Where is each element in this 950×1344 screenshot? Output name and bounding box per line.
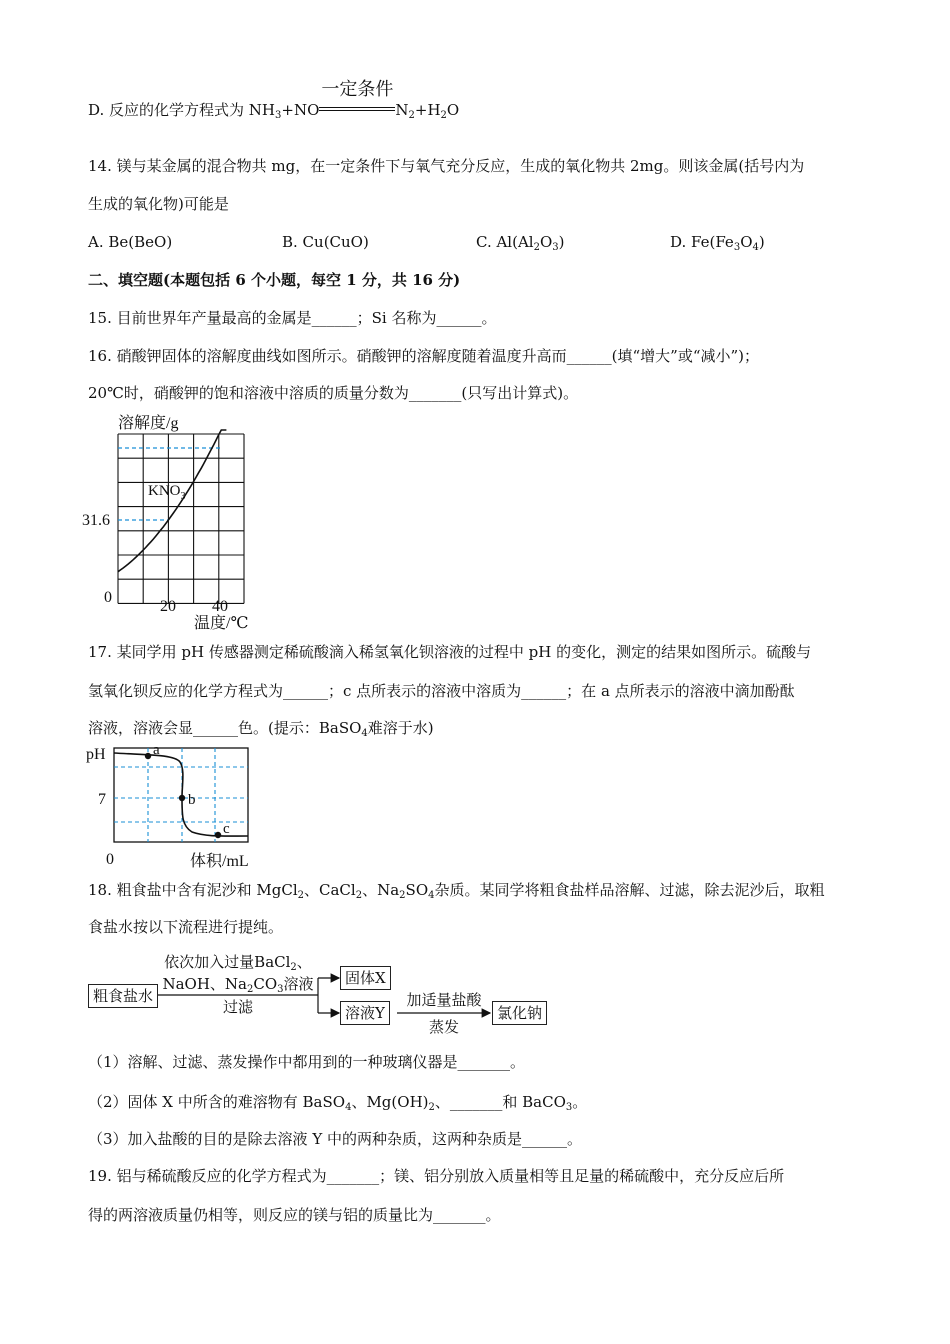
text: KNO — [148, 483, 181, 499]
subscript: 2 — [533, 242, 540, 253]
text: N — [395, 101, 409, 119]
solution-y-box: 溶液Y — [340, 1001, 390, 1025]
text: C. Al(Al — [476, 233, 534, 251]
step1-line3: 过滤 — [222, 998, 253, 1016]
point-label-c: c — [223, 821, 230, 837]
reaction-condition-arrow — [319, 79, 395, 120]
text: 18. 粗食盐中含有泥沙和 MgCl — [88, 881, 298, 899]
text: ) — [758, 233, 765, 251]
q16-line1: 16. 硝酸钾固体的溶解度曲线如图所示。硝酸钾的溶解度随着温度升高而______(填“增大”或“减小”)； — [88, 347, 760, 365]
q18-sub3: （3）加入盐酸的目的是除去溶液 Y 中的两种杂质，这两种杂质是______。 — [88, 1130, 582, 1148]
q14-line2: 生成的氧化物)可能是 — [88, 195, 229, 213]
subscript: 3 — [733, 242, 741, 253]
x-axis-label: 温度/℃ — [194, 615, 249, 632]
subscript: 4 — [752, 242, 759, 253]
text: 杂质。某同学将粗食盐样品溶解、过滤，除去泥沙后，取粗 — [434, 881, 825, 899]
q17-line3 — [88, 718, 434, 744]
y-axis-label: 溶解度/g — [118, 415, 179, 432]
text: 。 — [572, 1093, 588, 1111]
x-tick-20: 20 — [160, 598, 176, 615]
subscript: 3 — [552, 242, 559, 253]
text: D. Fe(Fe — [670, 233, 734, 251]
subscript: 4 — [361, 728, 368, 739]
sodium-chloride-box: 氯化钠 — [492, 1001, 547, 1025]
subscript: 3 — [565, 1102, 573, 1113]
purification-flow-diagram — [86, 950, 556, 1040]
point-label-b: b — [188, 792, 196, 808]
q16-line2: 20℃时，硝酸钾的饱和溶液中溶质的质量分数为_______(只写出计算式)。 — [88, 384, 579, 402]
origin-label: 0 — [106, 851, 114, 868]
kno3-curve — [118, 430, 226, 572]
q14-option-d — [670, 232, 765, 258]
point-label-a: a — [153, 742, 160, 758]
crude-brine-box: 粗食盐水 — [88, 984, 158, 1008]
text: CO — [253, 975, 278, 993]
text: 、Mg(OH) — [351, 1093, 429, 1111]
text: 溶液 — [283, 975, 314, 993]
solubility-chart — [80, 408, 280, 634]
text: 、Na — [362, 881, 400, 899]
subscript: 2 — [440, 110, 447, 121]
text: 、CaCl — [304, 881, 356, 899]
q13-option-d — [88, 79, 460, 126]
subscript: 3 — [180, 491, 186, 502]
text: 、_______和 BaCO — [434, 1093, 566, 1111]
text: NaOH、Na — [162, 975, 247, 993]
q18-sub1: （1）溶解、过滤、蒸发操作中都用到的一种玻璃仪器是_______。 — [88, 1053, 526, 1071]
ph-chart — [84, 742, 264, 872]
text: O — [539, 233, 553, 251]
equals-sign — [319, 107, 395, 108]
q19-line2: 得的两溶液质量仍相等，则反应的镁与铝的质量比为_______。 — [88, 1206, 501, 1224]
point-c — [215, 832, 221, 838]
text: 溶液，溶液会显______色。(提示：BaSO — [88, 719, 362, 737]
x-tick-40: 40 — [212, 598, 228, 615]
q18-line1 — [88, 880, 825, 906]
text: （2）固体 X 中所含的难溶物有 BaSO — [88, 1093, 346, 1111]
section-title: 二、填空题(本题包括 6 个小题，每空 1 分，共 16 分) — [88, 271, 461, 289]
chart-points — [145, 742, 230, 838]
reaction-condition: 一定条件 — [321, 79, 394, 100]
subscript: 4 — [345, 1102, 352, 1113]
text: +H — [414, 101, 441, 119]
text: +NO — [281, 101, 320, 119]
subscript: 3 — [277, 984, 284, 995]
q15-text: 15. 目前世界年产量最高的金属是______；Si 名称为______。 — [88, 309, 497, 327]
series-label — [148, 483, 186, 502]
subscript: 2 — [290, 962, 297, 973]
q17-line2: 氢氧化钡反应的化学方程式为______；c 点所表示的溶液中溶质为______；在 a 点所表示的溶液中滴加酚酞 — [88, 682, 795, 700]
q19-line1: 19. 铝与稀硫酸反应的化学方程式为_______；镁、铝分别放入质量相等且足量的稀硫酸中，充分反应后所 — [88, 1167, 785, 1185]
subscript: 2 — [297, 890, 305, 901]
text: O — [740, 233, 753, 251]
subscript: 2 — [428, 1102, 435, 1113]
subscript: 4 — [428, 890, 435, 901]
subscript: 2 — [408, 110, 415, 121]
x-axis-label: 体积/mL — [190, 853, 249, 870]
y-tick-0: 0 — [104, 589, 112, 606]
q14-option-c — [476, 232, 565, 258]
equals-sign — [319, 110, 395, 111]
step2-line1: 加适量盐酸 — [406, 991, 482, 1009]
point-a — [145, 753, 151, 759]
text: 难溶于水) — [367, 719, 434, 737]
subscript: 2 — [246, 984, 254, 995]
step2-line2: 蒸发 — [428, 1018, 459, 1036]
subscript: 2 — [399, 890, 406, 901]
point-b — [179, 795, 185, 801]
text: D. 反应的化学方程式为 NH — [88, 101, 276, 119]
solid-x-box: 固体X — [340, 966, 391, 990]
q18-sub2 — [88, 1092, 587, 1118]
q14-option-a: A. Be(BeO) — [88, 233, 173, 251]
text: ) — [558, 233, 565, 251]
q18-line2: 食盐水按以下流程进行提纯。 — [88, 918, 284, 936]
text: 、 — [296, 953, 312, 971]
y-axis-label: pH — [86, 746, 106, 763]
subscript: 2 — [355, 890, 363, 901]
chart-grid — [118, 434, 244, 603]
y-tick-31-6: 31.6 — [82, 512, 110, 529]
q17-line1: 17. 某同学用 pH 传感器测定稀硫酸滴入稀氢氧化钡溶液的过程中 pH 的变化，测定的结果如图所示。硫酸与 — [88, 643, 812, 661]
text: O — [446, 101, 460, 119]
subscript: 3 — [275, 110, 282, 121]
q14-line1: 14. 镁与某金属的混合物共 mg，在一定条件下与氧气充分反应，生成的氧化物共 2mg。则该金属(括号内为 — [88, 157, 805, 175]
text: 依次加入过量BaCl — [164, 953, 291, 971]
text: SO — [405, 881, 429, 899]
q14-option-b: B. Cu(CuO) — [282, 233, 369, 251]
y-tick-7: 7 — [98, 791, 106, 808]
